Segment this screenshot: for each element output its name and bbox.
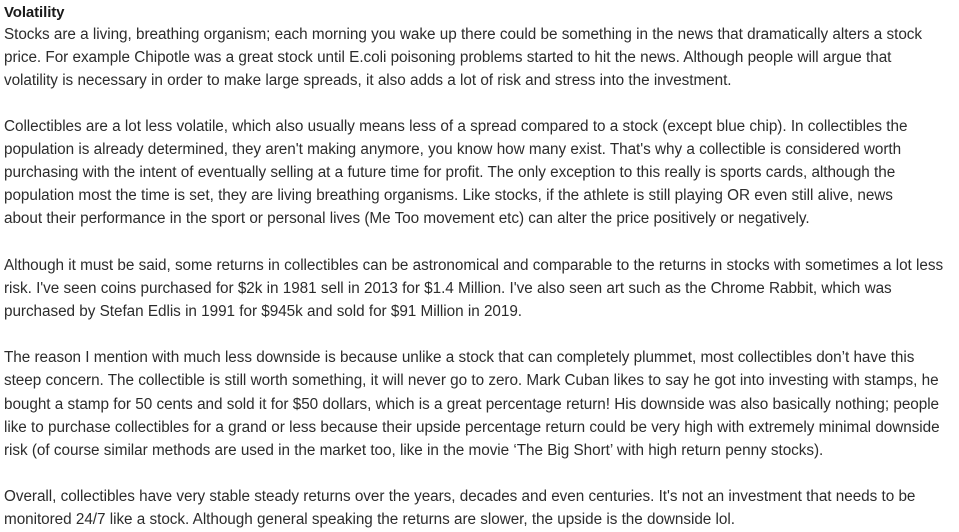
body-paragraph: Overall, collectibles have very stable steady returns over the years, decades and even centuries. It's not an investment that needs to be monitored 24/7 like a stock. Although general speaking the returns are slower, the upside is the downside lol.	[4, 488, 916, 529]
section-heading: Volatility	[4, 4, 65, 21]
body-paragraph: Collectibles are a lot less volatile, which also usually means less of a spread compared to a stock (except blue chip). In collectibles the population is already determined, they aren't making anymore, you know how many exist. That's why a collectible is considered worth purchasing with the intent of eventually selling at a future time for profit. The only exception to this really is sports cards, although the population most the time is set, they are living breathing organisms. Like stocks, if the athlete is still playing OR even still alive, news about their performance in the sport or personal lives (Me Too movement etc) can alter the price positively or negatively.	[4, 117, 908, 228]
body-paragraph: Stocks are a living, breathing organism; each morning you wake up there could be something in the news that dramatically alters a stock price. For example Chipotle was a great stock until E.coli poisoning problems started to hit the news. Although people will argue that volatility is necessary in order to make large spreads, it also adds a lot of risk and stress into the investment.	[4, 26, 923, 90]
body-paragraph: The reason I mention with much less downside is because unlike a stock that can completely plummet, most collectibles don’t have this steep concern. The collectible is still worth something, it will never go to zero. Mark Cuban likes to say he got into investing with stamps, he bought a stamp for 50 cents and sold it for $50 dollars, which is a great percentage return! His downside was also basically nothing; people like to purchase collectibles for a grand or less because their upside percentage return could be very high with extremely minimal downside risk (of course similar methods are used in the market too, like in the movie ‘The Big Short’ with high return penny stocks).	[4, 349, 940, 460]
article-body	[4, 23, 947, 532]
body-paragraph: Although it must be said, some returns in collectibles can be astronomical and comparable to the returns in stocks with sometimes a lot less risk. I've seen coins purchased for $2k in 1981 sell in 2013 for $1.4 Million. I've also seen art such as the Chrome Rabbit, which was purchased by Stefan Edlis in 1991 for $945k and sold for $91 Million in 2019.	[4, 256, 944, 321]
